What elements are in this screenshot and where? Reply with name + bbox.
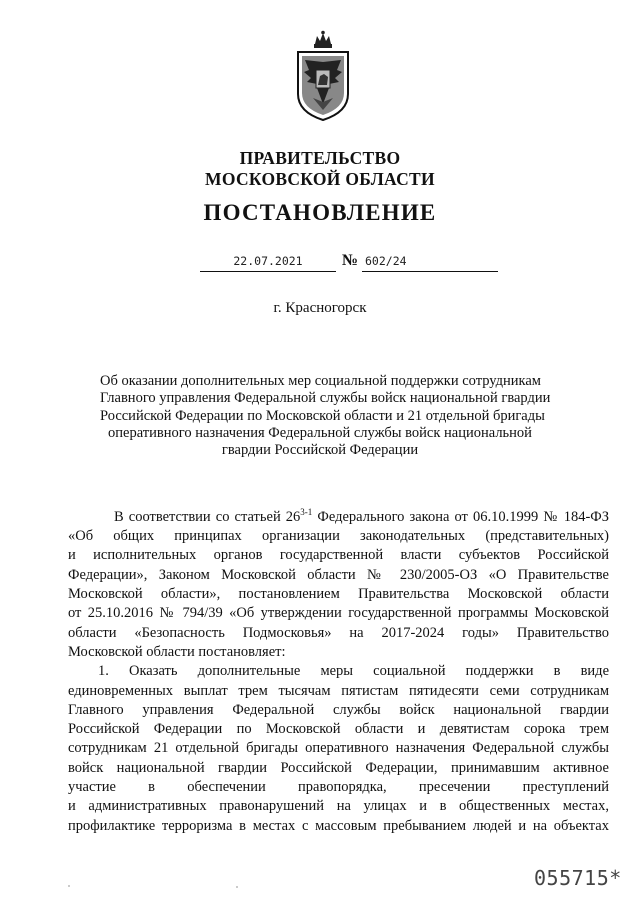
body-line: В соответствии со статьей 26$^{3-1}$ Федерального закона от 06.10.1999 № 184-ФЗ — [114, 507, 609, 525]
document-type-title: ПОСТАНОВЛЕНИЕ — [203, 200, 437, 225]
body-line: Московской области постановляет: — [68, 643, 286, 660]
body-line: Главного управления Федеральной службы войск национальной гвардии — [68, 701, 609, 718]
body-line: и административных правонарушений на улицах и в общественных местах, — [68, 798, 609, 815]
body-line: профилактике терроризма в местах с массовым пребыванием людей и на объектах — [68, 817, 609, 834]
scan-speck — [68, 885, 70, 887]
date-underline — [200, 271, 336, 272]
subject-line: оперативного назначения Федеральной службы войск национальной — [108, 424, 532, 441]
government-title-line1: ПРАВИТЕЛЬСТВО — [239, 148, 401, 168]
coat-of-arms-icon — [293, 30, 353, 122]
document-subject — [100, 373, 551, 459]
document-city: г. Красногорск — [273, 300, 367, 316]
government-title-line2: МОСКОВСКОЙ ОБЛАСТИ — [205, 169, 435, 189]
document-date: 22.07.2021 — [233, 254, 303, 268]
body-line: «Об общих принципах организации законодательных (представительных) — [68, 528, 609, 545]
body-line: от 25.10.2016 № 794/39 «Об утверждении государственной программы Московской — [68, 605, 609, 622]
number-sign: № — [342, 252, 359, 269]
scan-speck — [236, 886, 238, 888]
subject-line: Российской Федерации по Московской области и 21 отдельной бригады — [100, 407, 545, 424]
number-underline — [362, 271, 498, 272]
body-line: участие в обеспечении правопорядка, пресечении преступлений — [68, 778, 609, 795]
body-line: сотрудникам 21 отдельной бригады оперативного назначения Федеральной службы — [68, 740, 609, 757]
body-line: области «Безопасность Подмосковья» на 2017-2024 годы» Правительство — [68, 624, 609, 641]
body-line: и исполнительных органов государственной власти субъектов Российской — [68, 547, 609, 564]
subject-line: Главного управления Федеральной службы войск национальной гвардии — [100, 390, 551, 407]
registration-number: 055715* — [534, 866, 622, 890]
body-line: войск национальной гвардии Российской Федерации, принимавшим активное — [68, 759, 609, 776]
body-line: Российской Федерации по Московской области и девятистам сорока трем — [68, 721, 609, 738]
subject-line: гвардии Российской Федерации — [221, 442, 419, 459]
body-line: Федерации», Законом Московской области № 230/2005-ОЗ «О Правительстве — [68, 566, 609, 583]
body-line: единовременных выплат трем тысячам пятистам пятидесяти семи сотрудникам — [68, 682, 609, 699]
document-body — [68, 503, 609, 836]
subject-line: Об оказании дополнительных мер социальной поддержки сотрудникам — [100, 373, 541, 389]
body-line: Московской области», постановлением Правительства Московской области — [68, 586, 609, 603]
document-number: 602/24 — [365, 254, 407, 268]
body-line: 1. Оказать дополнительные меры социальной поддержки в виде — [98, 663, 609, 680]
